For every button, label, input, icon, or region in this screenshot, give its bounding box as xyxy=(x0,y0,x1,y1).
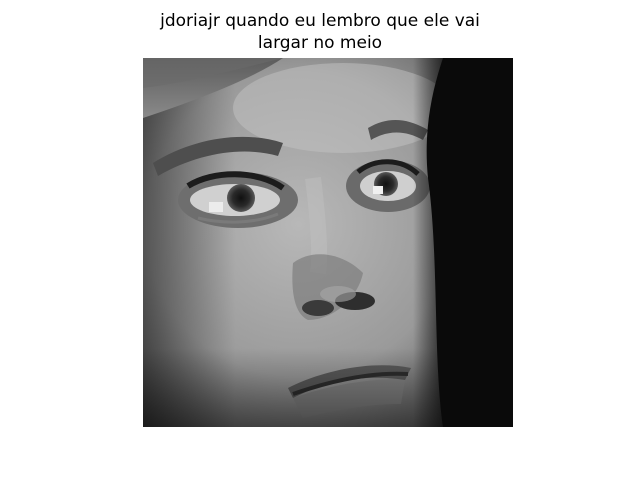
image-caption xyxy=(0,10,640,54)
left-iris xyxy=(227,184,255,212)
left-nostril xyxy=(302,300,334,316)
nose-tip xyxy=(320,286,356,302)
background-dark xyxy=(427,58,513,427)
left-eye-highlight xyxy=(209,202,223,212)
caption-line-1: jdoriajr quando eu lembro que ele vai xyxy=(160,11,480,31)
caption-line-2: largar no meio xyxy=(257,33,383,53)
face-photo-svg xyxy=(143,58,513,427)
face-photo xyxy=(143,58,513,427)
right-eye-highlight xyxy=(373,186,383,194)
